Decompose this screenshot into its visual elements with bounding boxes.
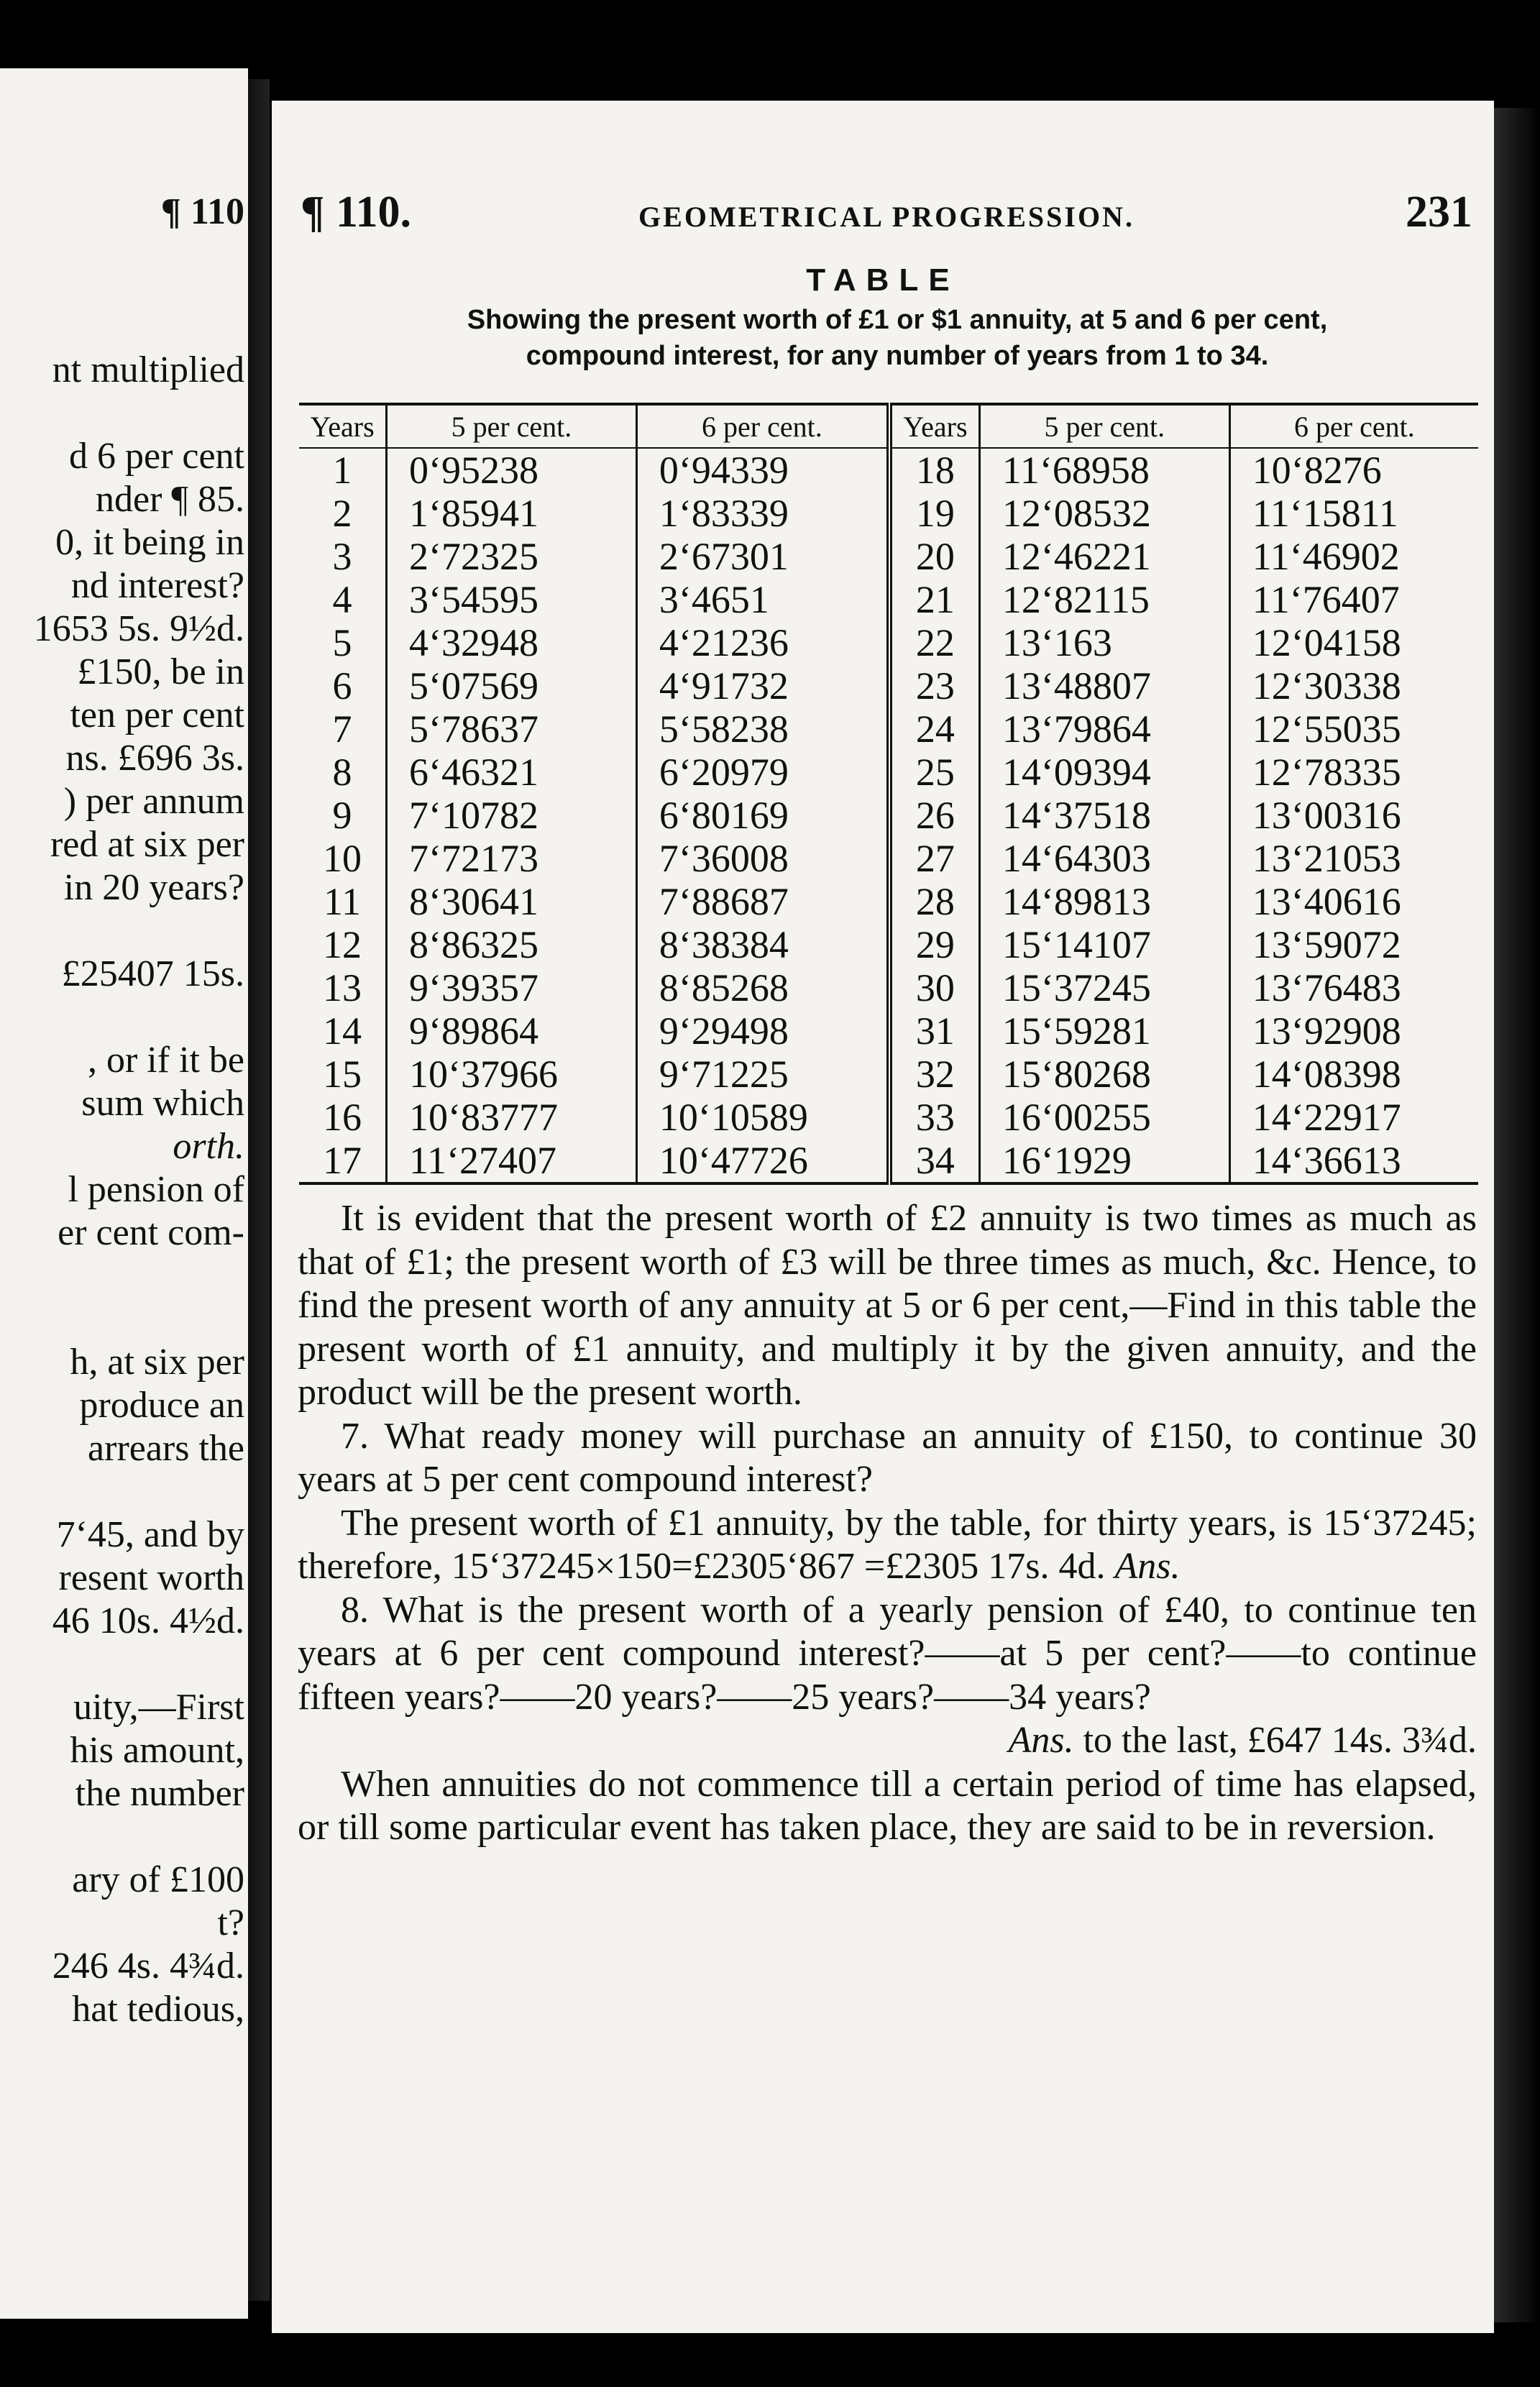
left-page-line: d 6 per cent xyxy=(68,436,244,477)
value-cell: 9‘29498 xyxy=(636,1009,889,1053)
value-cell: 2‘72325 xyxy=(387,535,637,578)
page-edge xyxy=(1494,108,1540,2322)
year-cell: 3 xyxy=(332,535,352,578)
answer-label: Ans. xyxy=(1008,1720,1074,1761)
year-cell: 31 xyxy=(889,1009,980,1053)
year-cell: 22 xyxy=(889,621,980,664)
value-cell: 8‘85268 xyxy=(636,966,889,1009)
year-cell: 1 xyxy=(332,449,352,492)
table-row xyxy=(299,880,1478,923)
value-cell: 16‘1929 xyxy=(979,1139,1229,1183)
left-page-line: nt multiplied xyxy=(52,349,244,390)
main-page xyxy=(272,101,1494,2333)
value-cell: 13‘48807 xyxy=(979,664,1229,707)
answer-label: Ans. xyxy=(1114,1546,1181,1587)
table-row xyxy=(299,707,1478,751)
left-page-line: ten per cent xyxy=(70,695,244,736)
year-cell: 29 xyxy=(889,923,980,966)
value-cell: 15‘37245 xyxy=(979,966,1229,1009)
answer-text: to the last, £647 14s. 3¾d. xyxy=(1073,1720,1477,1761)
table-row xyxy=(299,837,1478,880)
value-cell: 6‘20979 xyxy=(636,751,889,794)
value-cell: 12‘08532 xyxy=(979,492,1229,535)
left-page-line: ary of £100 xyxy=(72,1859,244,1900)
year-cell: 34 xyxy=(889,1139,980,1183)
year-cell: 6 xyxy=(332,664,352,707)
value-cell: 7‘72173 xyxy=(387,837,637,880)
left-page-line: 246 4s. 4¾d. xyxy=(52,1946,244,1987)
year-cell: 2 xyxy=(332,492,352,535)
table-row xyxy=(299,966,1478,1009)
value-cell: 13‘40616 xyxy=(1229,880,1478,923)
value-cell: 0‘94339 xyxy=(636,448,889,492)
page-gutter xyxy=(248,79,270,2301)
year-cell: 24 xyxy=(889,707,980,751)
problem-8: 8. What is the present worth of a yearly pension of £40, to continue ten years at 6 per cent compound interest?——at 5 per cent?——to continue fifteen years?——20 years?——25 years?——34 years? xyxy=(298,1589,1477,1718)
body-text xyxy=(298,1197,1477,1850)
column-header: 6 per cent. xyxy=(1229,404,1478,448)
year-cell: 18 xyxy=(889,448,980,492)
value-cell: 14‘89813 xyxy=(979,880,1229,923)
table-row xyxy=(299,621,1478,664)
table-row xyxy=(299,923,1478,966)
value-cell: 12‘30338 xyxy=(1229,664,1478,707)
value-cell: 4‘91732 xyxy=(636,664,889,707)
left-page-line: , or if it be xyxy=(87,1040,244,1081)
year-cell: 15 xyxy=(323,1053,362,1096)
value-cell: 6‘46321 xyxy=(387,751,637,794)
value-cell: 1‘83339 xyxy=(636,492,889,535)
year-cell: 7 xyxy=(332,707,352,751)
year-cell: 26 xyxy=(889,794,980,837)
table-caption-line: compound interest, for any number of years from 1 to 34. xyxy=(526,341,1269,371)
table-row xyxy=(299,578,1478,621)
value-cell: 9‘39357 xyxy=(387,966,637,1009)
value-cell: 12‘04158 xyxy=(1229,621,1478,664)
table-caption-line: Showing the present worth of £1 or $1 annuity, at 5 and 6 per cent, xyxy=(467,305,1328,335)
year-cell: 25 xyxy=(889,751,980,794)
value-cell: 13‘92908 xyxy=(1229,1009,1478,1053)
year-cell: 16 xyxy=(323,1096,362,1139)
value-cell: 7‘88687 xyxy=(636,880,889,923)
value-cell: 9‘71225 xyxy=(636,1053,889,1096)
left-page-line: uity,—First xyxy=(73,1687,244,1728)
table-row xyxy=(299,1009,1478,1053)
value-cell: 11‘68958 xyxy=(979,448,1229,492)
value-cell: 5‘78637 xyxy=(387,707,637,751)
year-cell: 30 xyxy=(889,966,980,1009)
year-cell: 21 xyxy=(889,578,980,621)
value-cell: 6‘80169 xyxy=(636,794,889,837)
left-page-line: nder ¶ 85. xyxy=(96,479,244,520)
value-cell: 8‘30641 xyxy=(387,880,637,923)
value-cell: 4‘32948 xyxy=(387,621,637,664)
year-cell: 12 xyxy=(323,923,362,966)
year-cell: 4 xyxy=(332,578,352,621)
paragraph: When annuities do not commence till a certain period of time has elapsed, or till some particular event has taken place, they are said to be in reversion. xyxy=(298,1763,1477,1848)
answer-line xyxy=(298,1719,1477,1763)
year-cell: 10 xyxy=(323,837,362,880)
column-header: 5 per cent. xyxy=(387,404,637,448)
value-cell: 12‘55035 xyxy=(1229,707,1478,751)
value-cell: 14‘36613 xyxy=(1229,1139,1478,1183)
column-header: Years xyxy=(299,404,387,448)
table-row xyxy=(299,448,1478,492)
left-page-line: his amount, xyxy=(70,1730,244,1771)
value-cell: 15‘14107 xyxy=(979,923,1229,966)
value-cell: 16‘00255 xyxy=(979,1096,1229,1139)
left-page-line: 0, it being in xyxy=(55,522,244,563)
year-cell: 14 xyxy=(323,1009,362,1053)
left-page-line: 7‘45, and by xyxy=(56,1514,244,1555)
value-cell: 14‘09394 xyxy=(979,751,1229,794)
left-page-line: ns. £696 3s. xyxy=(65,738,244,779)
year-cell: 11 xyxy=(324,880,361,923)
left-page-line: 46 10s. 4½d. xyxy=(52,1600,244,1641)
value-cell: 1‘85941 xyxy=(387,492,637,535)
year-cell: 20 xyxy=(889,535,980,578)
year-cell: 28 xyxy=(889,880,980,923)
value-cell: 14‘64303 xyxy=(979,837,1229,880)
value-cell: 8‘86325 xyxy=(387,923,637,966)
year-cell: 13 xyxy=(323,966,362,1009)
table-row xyxy=(299,751,1478,794)
table-row xyxy=(299,535,1478,578)
table-row xyxy=(299,1053,1478,1096)
left-page-line: resent worth xyxy=(58,1557,244,1598)
value-cell: 7‘36008 xyxy=(636,837,889,880)
value-cell: 10‘37966 xyxy=(387,1053,637,1096)
left-page-line: the number xyxy=(75,1773,244,1814)
table-caption xyxy=(301,302,1494,374)
left-page-line: £25407 15s. xyxy=(61,953,244,994)
left-page-line: orth. xyxy=(173,1126,244,1167)
paragraph-text: The present worth of £1 annuity, by the table, for thirty years, is 15‘37245; therefore, 15‘37245×150=£2305‘867 =£2305 17s. 4d. xyxy=(298,1502,1477,1587)
header-title: GEOMETRICAL PROGRESSION. xyxy=(638,201,1135,233)
page-number: 231 xyxy=(1406,188,1472,237)
left-page-line: £150, be in xyxy=(77,651,244,692)
value-cell: 12‘46221 xyxy=(979,535,1229,578)
value-cell: 13‘59072 xyxy=(1229,923,1478,966)
left-page-line: produce an xyxy=(79,1385,244,1426)
annuity-table xyxy=(299,403,1478,1185)
year-cell: 8 xyxy=(332,751,352,794)
left-page-line: 1653 5s. 9½d. xyxy=(33,608,244,649)
value-cell: 15‘80268 xyxy=(979,1053,1229,1096)
section-mark: ¶ 110. xyxy=(301,188,412,237)
running-head xyxy=(301,187,1472,244)
value-cell: 5‘07569 xyxy=(387,664,637,707)
table-row xyxy=(299,794,1478,837)
year-cell: 33 xyxy=(889,1096,980,1139)
value-cell: 14‘22917 xyxy=(1229,1096,1478,1139)
left-page-line: hat tedious, xyxy=(72,1989,244,2030)
value-cell: 10‘47726 xyxy=(636,1139,889,1183)
table-title: TABLE xyxy=(806,262,960,298)
table-row xyxy=(299,1139,1478,1183)
paragraph: It is evident that the present worth of £2 annuity is two times as much as that of £1; the present worth of £3 will be three times as much, &c. Hence, to find the present worth of any annuity at 5 or 6 per cent,—Find in this table the present worth of £1 annuity, and multiply it by the given annuity, and the product will be the present worth. xyxy=(298,1198,1477,1413)
value-cell: 0‘95238 xyxy=(387,448,637,492)
left-page-line: sum which xyxy=(81,1083,244,1124)
value-cell: 11‘76407 xyxy=(1229,578,1478,621)
value-cell: 3‘54595 xyxy=(387,578,637,621)
left-page-line: in 20 years? xyxy=(63,867,244,908)
column-header: 5 per cent. xyxy=(979,404,1229,448)
year-cell: 5 xyxy=(332,621,352,664)
value-cell: 2‘67301 xyxy=(636,535,889,578)
value-cell: 10‘83777 xyxy=(387,1096,637,1139)
left-page-line: ) per annum xyxy=(63,781,244,822)
year-cell: 27 xyxy=(889,837,980,880)
left-page-line: t? xyxy=(217,1902,244,1943)
value-cell: 13‘76483 xyxy=(1229,966,1478,1009)
value-cell: 13‘00316 xyxy=(1229,794,1478,837)
value-cell: 3‘4651 xyxy=(636,578,889,621)
left-page-line: nd interest? xyxy=(70,565,244,606)
paragraph xyxy=(298,1502,1477,1589)
value-cell: 14‘37518 xyxy=(979,794,1229,837)
value-cell: 13‘163 xyxy=(979,621,1229,664)
left-page-line: l pension of xyxy=(68,1169,244,1210)
year-cell: 23 xyxy=(889,664,980,707)
left-page-line: red at six per xyxy=(50,824,244,865)
value-cell: 10‘10589 xyxy=(636,1096,889,1139)
year-cell: 17 xyxy=(323,1139,362,1182)
value-cell: 13‘79864 xyxy=(979,707,1229,751)
left-page-line: er cent com- xyxy=(58,1212,244,1253)
value-cell: 10‘8276 xyxy=(1229,448,1478,492)
value-cell: 8‘38384 xyxy=(636,923,889,966)
problem-7: 7. What ready money will purchase an annuity of £150, to continue 30 years at 5 per cent compound interest? xyxy=(298,1415,1477,1500)
value-cell: 11‘15811 xyxy=(1229,492,1478,535)
year-cell: 9 xyxy=(332,794,352,837)
value-cell: 7‘10782 xyxy=(387,794,637,837)
table-header-row xyxy=(299,404,1478,448)
table-row xyxy=(299,1096,1478,1139)
value-cell: 11‘46902 xyxy=(1229,535,1478,578)
year-cell: 32 xyxy=(889,1053,980,1096)
column-header: 6 per cent. xyxy=(636,404,889,448)
value-cell: 12‘78335 xyxy=(1229,751,1478,794)
value-cell: 9‘89864 xyxy=(387,1009,637,1053)
left-page-line: h, at six per xyxy=(70,1342,244,1383)
left-page-fragment xyxy=(0,68,248,2319)
value-cell: 4‘21236 xyxy=(636,621,889,664)
value-cell: 12‘82115 xyxy=(979,578,1229,621)
value-cell: 11‘27407 xyxy=(387,1139,637,1183)
table-row xyxy=(299,664,1478,707)
left-page-line: arrears the xyxy=(88,1428,244,1469)
table-body xyxy=(299,448,1478,1183)
value-cell: 14‘08398 xyxy=(1229,1053,1478,1096)
column-header: Years xyxy=(889,404,980,448)
value-cell: 5‘58238 xyxy=(636,707,889,751)
left-page-header: ¶ 110 xyxy=(160,191,244,232)
table-row xyxy=(299,492,1478,535)
value-cell: 13‘21053 xyxy=(1229,837,1478,880)
year-cell: 19 xyxy=(889,492,980,535)
value-cell: 15‘59281 xyxy=(979,1009,1229,1053)
